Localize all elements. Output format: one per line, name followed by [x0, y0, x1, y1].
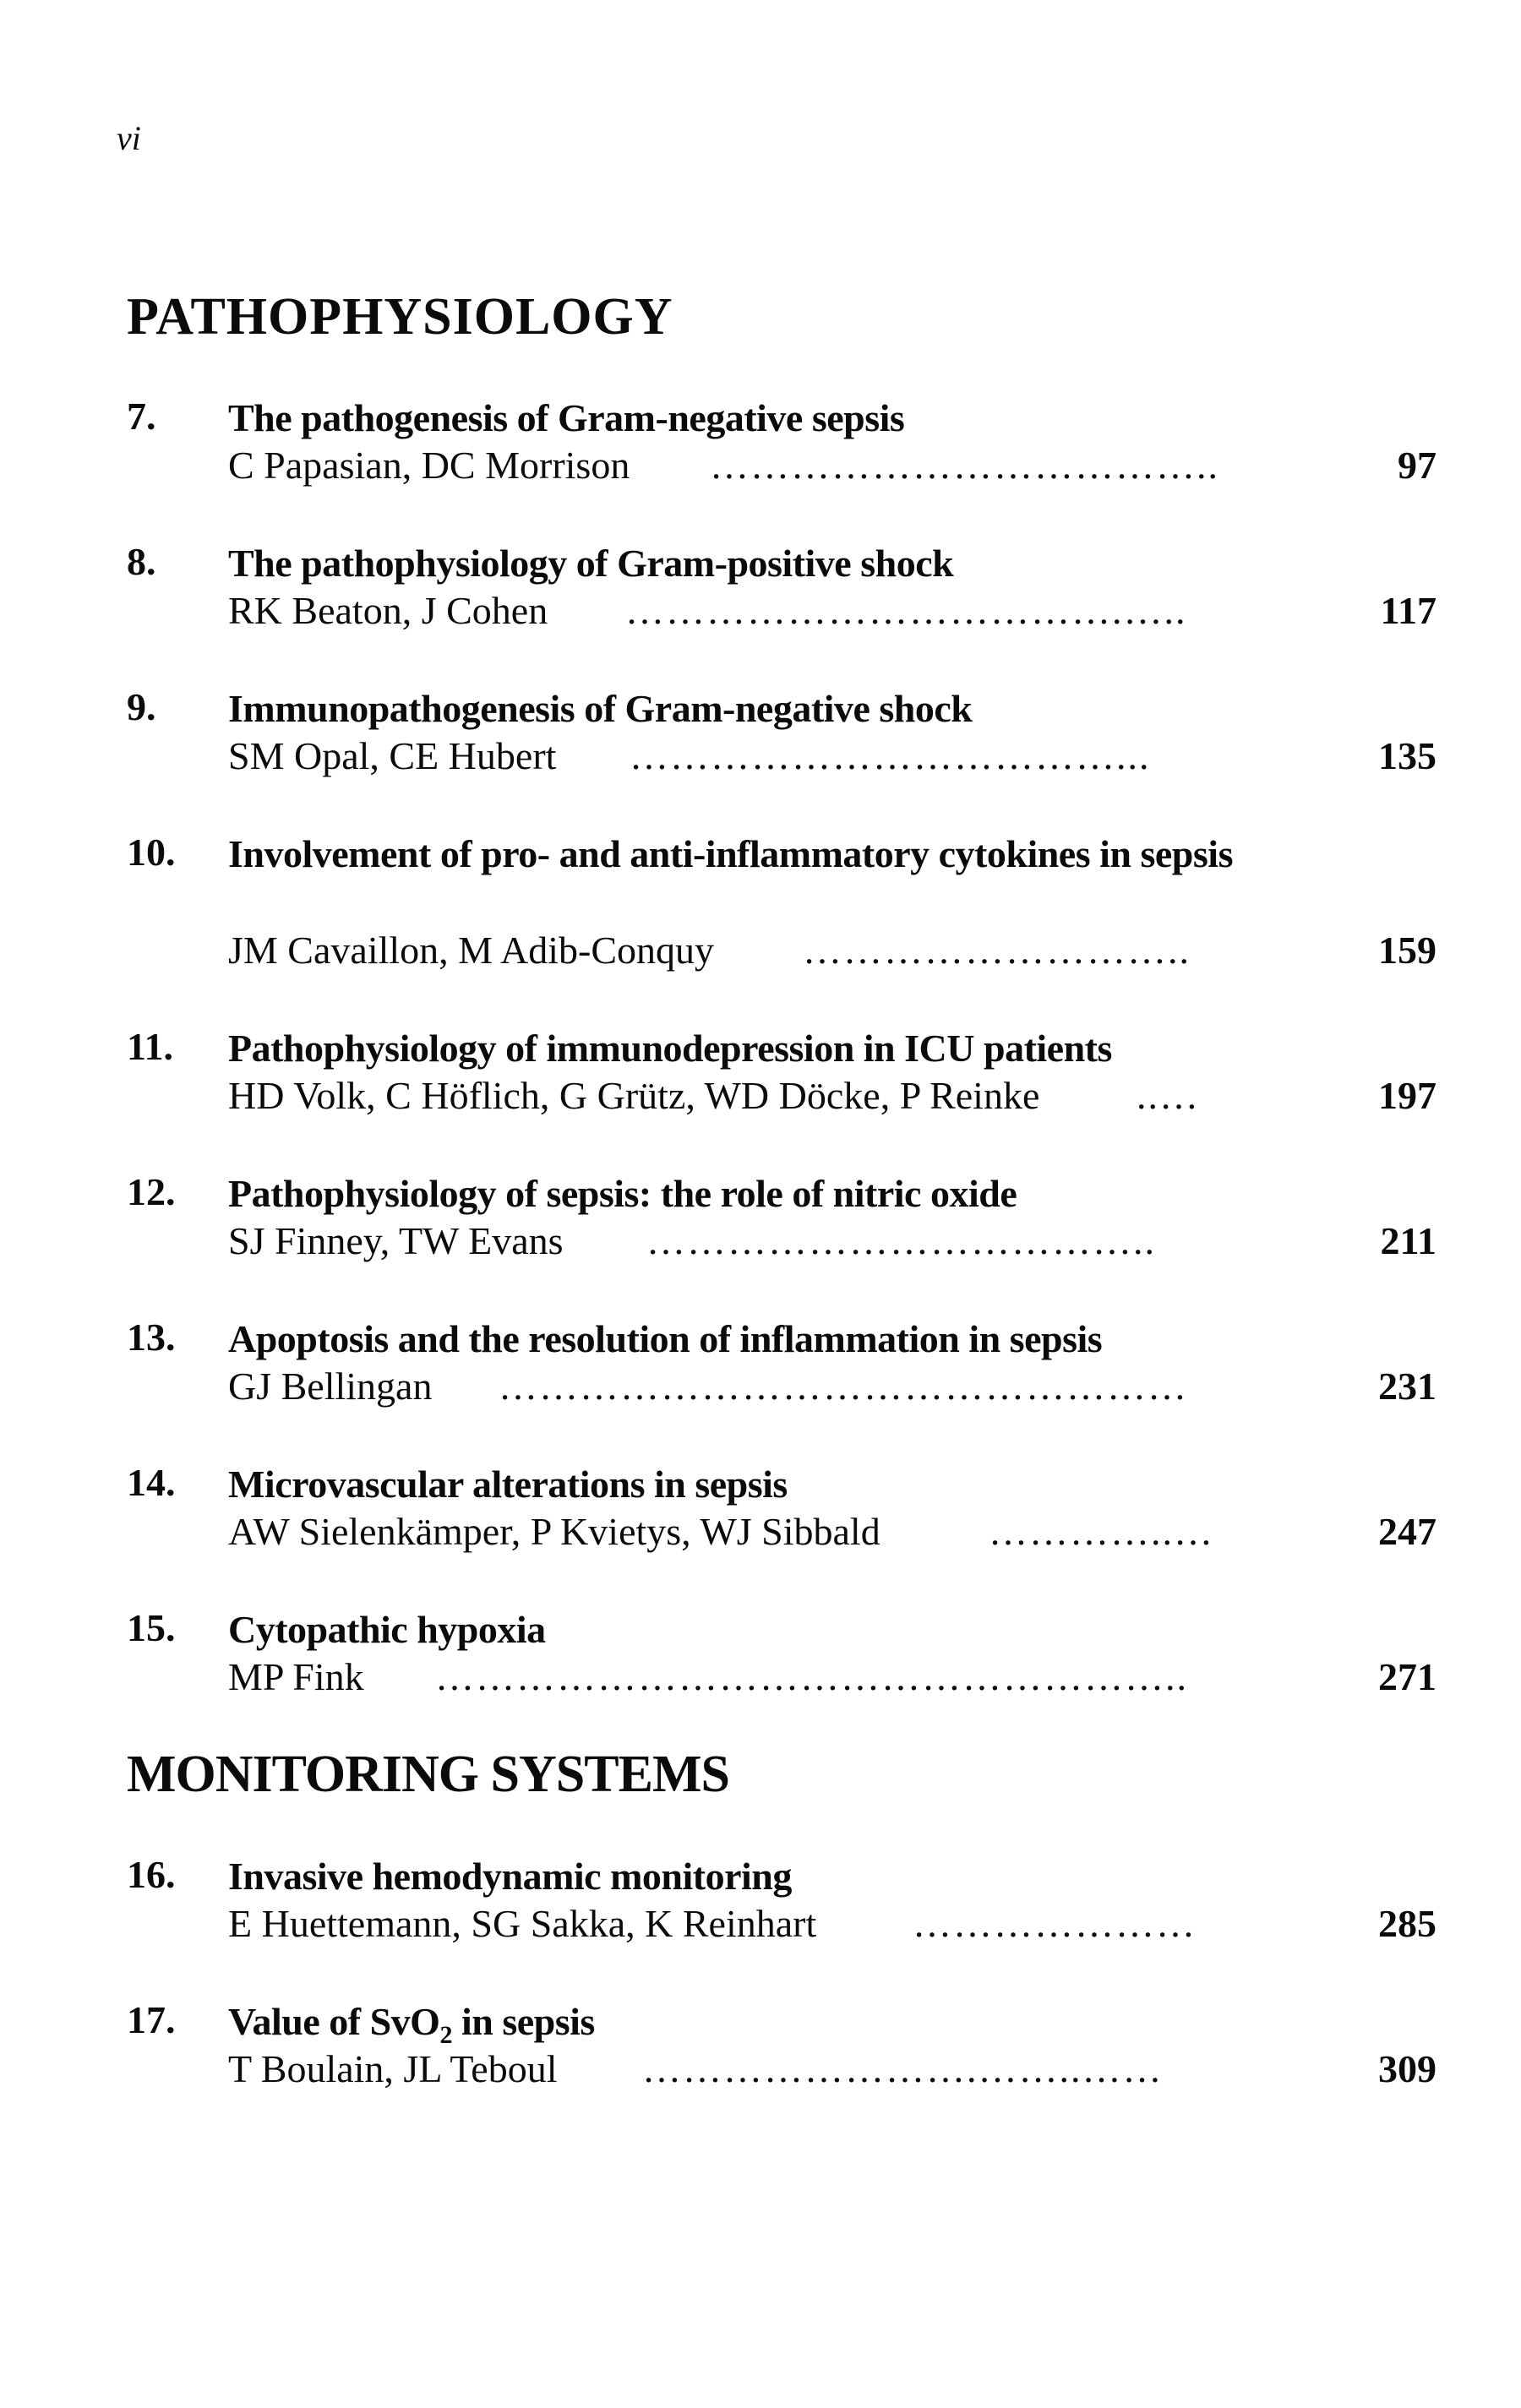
entry-title: Involvement of pro- and anti-inflammatory cytokines in sepsis	[228, 832, 1233, 875]
entry-authors: RK Beaton, J Cohen	[228, 589, 548, 632]
entry-title-part: in sepsis	[451, 2000, 595, 2043]
entry-number: 7.	[127, 395, 156, 438]
page-number: vi	[117, 119, 141, 157]
entry-page: 285	[1378, 1902, 1436, 1945]
entry-authors: T Boulain, JL Teboul	[228, 2047, 558, 2090]
entry-authors: GJ Bellingan	[228, 1365, 433, 1408]
entry-title-subscript: 2	[439, 2021, 452, 2050]
entry-number: 8.	[127, 540, 156, 583]
entry-authors-line	[228, 443, 1436, 492]
entry-title: The pathogenesis of Gram-negative sepsis	[228, 396, 905, 439]
leader-dots: ………………………………..	[646, 1219, 1156, 1262]
entry-title: Pathophysiology of immunodepression in ICU patients	[228, 1027, 1112, 1070]
entry-number: 11.	[127, 1025, 173, 1068]
entry-page: 271	[1378, 1655, 1436, 1698]
entry-title: Immunopathogenesis of Gram-negative shock	[228, 687, 973, 730]
entry-authors-line	[228, 1654, 1436, 1703]
entry-authors-line	[228, 1364, 1436, 1413]
entry-authors: JM Cavaillon, M Adib-Conquy	[228, 929, 715, 972]
entry-authors-line	[228, 1218, 1436, 1267]
entry-authors-line	[228, 928, 1436, 977]
entry-authors: MP Fink	[228, 1655, 364, 1698]
entry-number: 12.	[127, 1170, 176, 1213]
entry-title-part: Value of SvO	[228, 2000, 440, 2043]
entry-page: 159	[1378, 929, 1436, 972]
entry-title: Invasive hemodynamic monitoring	[228, 1855, 792, 1898]
entry-number: 9.	[127, 685, 156, 728]
entry-page: 97	[1398, 444, 1436, 487]
entry-title: Pathophysiology of sepsis: the role of nitric oxide	[228, 1172, 1017, 1215]
leader-dots: …………………….……..……	[642, 2047, 1164, 2090]
entry-authors: AW Sielenkämper, P Kvietys, WJ Sibbald	[228, 1510, 880, 1553]
leader-dots: ..…	[1137, 1074, 1200, 1117]
section-title-monitoring-systems: MONITORING SYSTEMS	[127, 1746, 729, 1803]
entry-title: Apoptosis and the resolution of inflammation in sepsis	[228, 1317, 1103, 1360]
entry-authors-line	[228, 1073, 1436, 1122]
entry-number: 15.	[127, 1606, 176, 1649]
entry-authors: E Huettemann, SG Sakka, K Reinhart	[228, 1902, 817, 1945]
entry-number: 10.	[127, 831, 176, 874]
entry-authors-line	[228, 588, 1436, 637]
entry-page: 231	[1378, 1365, 1436, 1408]
leader-dots: ………………………..	[803, 929, 1191, 972]
entry-title: Microvascular alterations in sepsis	[228, 1463, 788, 1506]
leader-dots: ………………………………………………..	[435, 1655, 1188, 1698]
entry-page: 247	[1378, 1510, 1436, 1553]
entry-authors: SJ Finney, TW Evans	[228, 1219, 564, 1262]
entry-authors-line	[228, 733, 1436, 782]
entry-page: 197	[1378, 1074, 1436, 1117]
entry-page: 117	[1380, 589, 1436, 632]
entry-authors: C Papasian, DC Morrison	[228, 444, 630, 487]
leader-dots: ………………………………..	[710, 444, 1219, 487]
entry-authors-line	[228, 2046, 1436, 2095]
entry-title: The pathophysiology of Gram-positive shock	[228, 542, 954, 585]
entry-page: 211	[1380, 1219, 1436, 1262]
leader-dots: …………..…	[989, 1510, 1214, 1553]
entry-number: 13.	[127, 1316, 176, 1359]
entry-page: 135	[1378, 734, 1436, 777]
leader-dots: ……………………………….…..	[625, 589, 1187, 632]
entry-authors-line	[228, 1509, 1436, 1558]
entry-number: 17.	[127, 1998, 176, 2041]
entry-authors: HD Volk, C Höflich, G Grütz, WD Döcke, P Reinke	[228, 1074, 1040, 1117]
entry-authors: SM Opal, CE Hubert	[228, 734, 557, 777]
entry-number: 16.	[127, 1853, 176, 1896]
entry-authors-line	[228, 1901, 1436, 1950]
entry-number: 14.	[127, 1461, 176, 1504]
entry-title: Cytopathic hypoxia	[228, 1608, 546, 1651]
entry-page: 309	[1378, 2047, 1436, 2090]
leader-dots: ……………………………………………	[499, 1365, 1188, 1408]
leader-dots: ………………………………...	[630, 734, 1151, 777]
leader-dots: …………………	[913, 1902, 1197, 1945]
section-title-pathophysiology: PATHOPHYSIOLOGY	[127, 288, 673, 346]
